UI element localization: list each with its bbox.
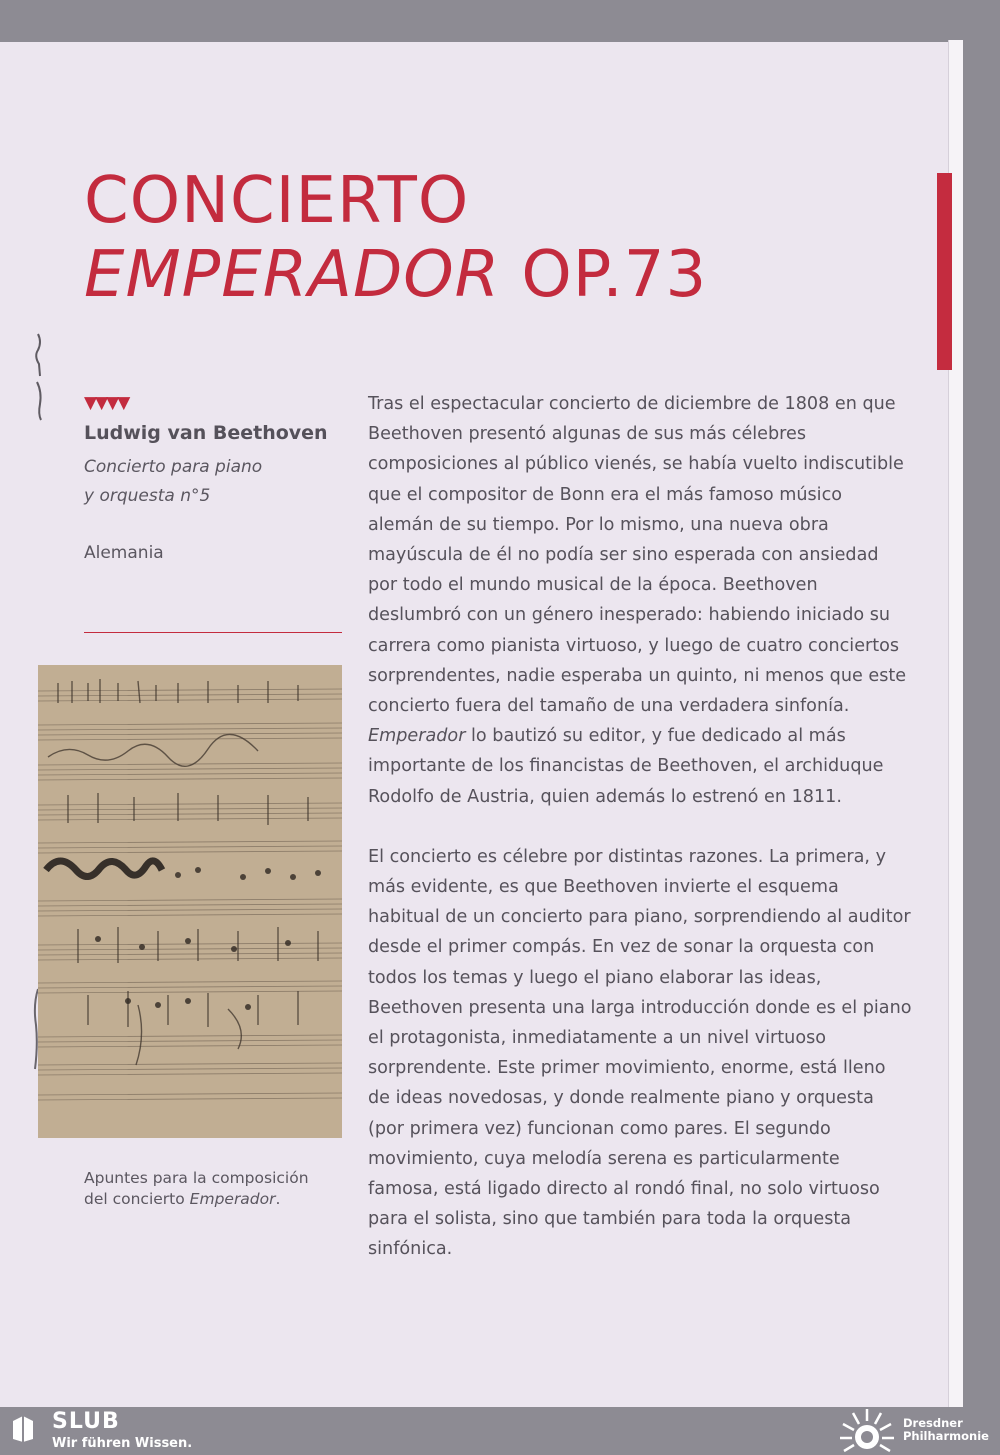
work-title-line-2: y orquesta n°5 (84, 486, 211, 506)
dp-line-2: Philharmonie (903, 1429, 989, 1443)
image-caption (84, 1168, 334, 1210)
slub-name: SLUB (52, 1409, 120, 1434)
slub-logo-icon (10, 1413, 36, 1443)
caption-end: . (275, 1190, 281, 1208)
caption-text: Apuntes para la composición del concierto (84, 1169, 309, 1208)
country-label: Alemania (84, 543, 164, 563)
binding-stitch-top (30, 330, 50, 425)
paragraph-2: El concierto es célebre por distintas razones. La primera, y más evidente, es que Beethoven invierte el esquema habitual de un concierto para piano, sorprendiendo al auditor desde el primer compás. En vez de sonar la orquesta con todos los temas y luego el piano elaborar las ideas, Beethoven presenta una larga introducción donde es el piano el protagonista, inmediatamente a un nivel virtuoso sorprendente. Este primer movimiento, enorme, está lleno de ideas novedosas, y donde realmente piano y orquesta (por primera vez) funcionan como pares. El segundo movimiento, cuya melodía serena es particularmente famosa, está ligado directo al rondó final, no solo virtuoso para el solista, sino que también para toda la orquesta sinfónica. (368, 846, 912, 1260)
article-body (368, 389, 913, 1295)
paragraph-1-end: lo bautizó su editor, y fue dedicado al más importante de los financistas de Beethoven, el archiduque Rodolfo de Austria, quien además lo estrenó en 1811. (368, 726, 884, 807)
dresdner-philharmonie-name (903, 1417, 989, 1443)
divider-rule (84, 632, 342, 633)
red-section-tab (937, 173, 952, 370)
paragraph-1 (368, 389, 913, 812)
dresdner-philharmonie-logo-icon (838, 1407, 896, 1455)
title-italic-word: EMPERADOR (84, 238, 501, 312)
manuscript-image (38, 665, 342, 1138)
work-title (84, 453, 334, 511)
title-line-1: CONCIERTO (84, 164, 470, 238)
paragraph-1-text: Tras el espectacular concierto de diciembre de 1808 en que Beethoven presentó algunas de sus más célebres composiciones al público vienés, se había vuelto indiscutible que el compositor de Bonn era el más famoso músico alemán de su tiempo. Por lo mismo, una nueva obra mayúscula de él no podía ser sino esperada con ansiedad por todo el mundo musical de la época. Beethoven deslumbró con un género inesperado: habiendo iniciado su carrera como pianista virtuoso, y luego de cuatro conciertos sorprendentes, nadie esperaba un quinto, ni menos que este concierto fuera del tamaño de una verdadera sinfonía. (368, 394, 907, 717)
page-title (84, 164, 707, 312)
title-opus: OP.73 (500, 238, 708, 312)
dp-line-1: Dresdner (903, 1416, 963, 1430)
triangle-ornament: ▼▼▼▼ (84, 393, 129, 413)
work-title-line-1: Concierto para piano (84, 457, 263, 477)
caption-italic: Emperador (189, 1190, 276, 1208)
slub-tagline: Wir führen Wissen. (52, 1436, 193, 1451)
paragraph-1-italic: Emperador (368, 726, 466, 747)
composer-name: Ludwig van Beethoven (84, 422, 328, 444)
